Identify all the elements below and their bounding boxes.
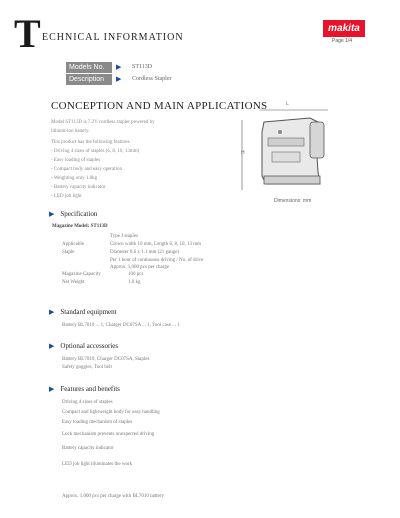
feature-line: Approx. 1,000 pcs per charge with BL7010 battery (62, 494, 164, 499)
specification-subhead: Magazine Model: ST113D (52, 224, 108, 229)
feature-line: Compact and lightweight body for easy handling (62, 410, 160, 415)
conception-line: - Driving 4 sizes of staples (6, 8, 10, 13mm) (51, 149, 140, 154)
feature-line: Lock mechanism prevents unexpected driving (62, 432, 155, 437)
conception-line: - Battery capacity indicator (51, 185, 106, 190)
page-label: Page 1/4 (332, 38, 353, 44)
description-label: Description (66, 74, 112, 85)
conception-line: - Compact body and easy operation (51, 167, 122, 172)
description-arrow-icon: ▶ (116, 75, 122, 83)
specification-heading (49, 210, 97, 218)
conception-line: This product has the following features. (51, 140, 131, 145)
feature-line: Easy loading mechanism of staples (62, 420, 133, 425)
standard-line: Battery BL7010 ... 1, Charger DC07SA ... 1, Tool case ... 1 (62, 323, 180, 328)
bullet-arrow-icon: ▶ (49, 342, 55, 350)
specification-title: Specification (60, 210, 98, 218)
feature-line: Battery capacity indicator (62, 446, 114, 451)
conception-line: Model ST113D is 7.2V cordless stapler powered by (51, 120, 155, 125)
conception-title: CONCEPTION AND MAIN APPLICATIONS (51, 100, 268, 112)
feature-line: LED job light illuminates the work (62, 462, 133, 467)
spec-value: Approx. 1,000 pcs per charge (110, 265, 170, 270)
optional-line: Battery BL7010, Charger DC07SA, Staples (62, 357, 150, 362)
header-big-letter: T (14, 11, 41, 56)
features-title: Features and benefits (60, 385, 120, 393)
spec-value: Per 1 hour of continuous driving / No. of drive (110, 258, 204, 263)
optional-heading (49, 342, 118, 350)
models-arrow-icon: ▶ (116, 63, 122, 71)
spec-label: Magazine Capacity (62, 272, 101, 277)
conception-line: - Weighting only 1.0kg (51, 176, 98, 181)
conception-line: - LED job light (51, 194, 82, 199)
spec-label: Staple (62, 250, 75, 255)
figure-dim-top: L (286, 101, 289, 107)
figure-dim-side: H (241, 150, 245, 156)
standard-title: Standard equipment (60, 308, 117, 316)
stapler-figure (240, 102, 332, 206)
bullet-arrow-icon: ▶ (49, 385, 55, 393)
spec-label: Applicable (62, 242, 84, 247)
optional-line: Safety goggles, Tool belt (62, 365, 112, 370)
models-label: Models No. (66, 62, 112, 73)
models-value: ST113D (132, 64, 153, 70)
conception-line: - Easy loading of staples (51, 158, 101, 163)
optional-title: Optional accessories (60, 342, 119, 350)
spec-value: Diameter 0.6 x 1.1 mm (21 gauge) (110, 250, 180, 255)
figure-caption: Dimensions: mm (274, 198, 312, 204)
conception-line: lithium-ion battery. (51, 129, 90, 134)
spec-label: Net Weight (62, 280, 85, 285)
makita-logo: makita (323, 20, 365, 37)
header-title: ECHNICAL INFORMATION (42, 32, 184, 43)
standard-heading (49, 308, 117, 316)
spec-value: Crown width 10 mm, Length 6, 8, 10, 13 mm (110, 242, 201, 247)
bullet-arrow-icon: ▶ (49, 210, 55, 218)
bullet-arrow-icon: ▶ (49, 308, 55, 316)
description-value: Cordless Stapler (132, 76, 172, 82)
spec-value: 100 pcs (128, 272, 144, 277)
feature-line: Driving 4 sizes of staples (62, 400, 113, 405)
features-heading (49, 385, 120, 393)
spec-value: Type J staples (110, 234, 138, 239)
spec-value: 1.0 kg (128, 280, 141, 285)
